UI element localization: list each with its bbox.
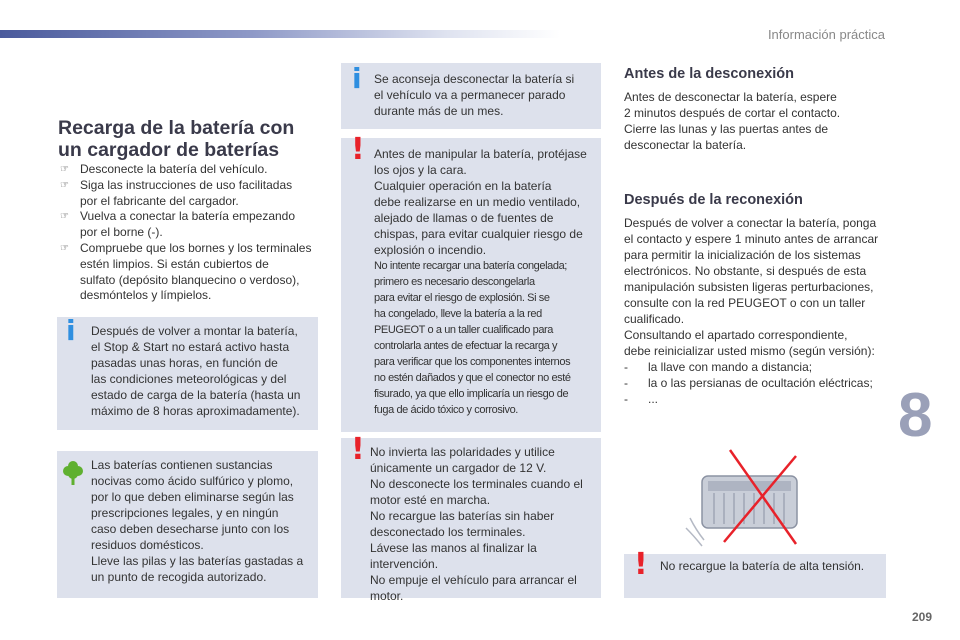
text-line: desconectado los terminales. bbox=[370, 525, 526, 539]
heading-before-disconnection: Antes de la desconexión bbox=[624, 66, 795, 82]
eco-box-text bbox=[91, 457, 316, 585]
text-line: No desconecte los terminales cuando el bbox=[370, 477, 583, 491]
warning-box-text bbox=[370, 444, 600, 604]
text-line: Lleve las pilas y las baterías gastadas a bbox=[91, 554, 304, 568]
dash-marker: - bbox=[624, 376, 628, 390]
text-line: el contacto y espere 1 minuto antes de arrancar bbox=[624, 232, 879, 246]
text-line: explosión o incendio. bbox=[374, 243, 487, 257]
text-line: Después de volver a montar la batería, bbox=[91, 324, 298, 338]
header-gradient-bar bbox=[0, 30, 560, 38]
text-line: cualificado. bbox=[624, 312, 685, 326]
text-line: pasadas unas horas, en función de bbox=[91, 356, 278, 370]
warning-box-frozen-text bbox=[374, 258, 600, 418]
text-line: manipulación subsisten ligeras perturbaciones, bbox=[624, 280, 874, 294]
text-line: No invierta las polaridades y utilice bbox=[370, 445, 555, 459]
list-item bbox=[624, 375, 892, 391]
text-line: máximo de 8 horas aproximadamente). bbox=[91, 404, 300, 418]
title-line-2: un cargador de baterías bbox=[58, 139, 280, 161]
text-line: Antes de manipular la batería, protéjase bbox=[374, 147, 587, 161]
instruction-text: sulfato (depósito blanquecino o verdoso), bbox=[80, 272, 300, 287]
warning-icon: ! bbox=[351, 432, 365, 467]
text-line: Después de volver a conectar la batería, ponga bbox=[624, 216, 877, 230]
text-line: electrónicos. No obstante, si después de esta bbox=[624, 264, 867, 278]
pointing-hand-icon: ☞ bbox=[60, 211, 69, 223]
paragraph-before-disconnection bbox=[624, 89, 892, 153]
high-voltage-battery-illustration bbox=[684, 448, 804, 548]
page-number: 209 bbox=[912, 610, 933, 624]
info-box-long-stop bbox=[341, 63, 601, 129]
text-line: el Stop & Start no estará activo hasta bbox=[91, 340, 290, 354]
title-line-1: Recarga de la batería con bbox=[58, 117, 295, 139]
dash-marker: - bbox=[624, 392, 628, 406]
tree-icon bbox=[63, 460, 83, 486]
text-line: Consultando el apartado correspondiente, bbox=[624, 328, 848, 342]
text-line: no estén dañados y que el conector no esté bbox=[374, 372, 571, 384]
warning-box-high-voltage bbox=[624, 547, 886, 598]
pointing-hand-icon: ☞ bbox=[60, 242, 69, 254]
text-line: 2 minutos después de cortar el contacto. bbox=[624, 106, 841, 120]
text-line: No intente recargar una batería congelada; bbox=[374, 260, 567, 272]
instruction-item bbox=[60, 241, 322, 304]
list-item bbox=[624, 359, 892, 375]
warning-icon: ! bbox=[351, 132, 365, 167]
page-title bbox=[58, 117, 328, 161]
instruction-text: Siga las instrucciones de uso facilitadas bbox=[80, 177, 293, 192]
text-line: las condiciones meteorológicas y del bbox=[91, 372, 287, 386]
text-line: primero es necesario descongelarla bbox=[374, 276, 535, 288]
text-line: No empuje el vehículo para arrancar el bbox=[370, 573, 577, 587]
text-line: intervención. bbox=[370, 557, 439, 571]
instruction-text: Compruebe que los bornes y los terminales bbox=[80, 240, 312, 255]
warning-box-text: No recargue la batería de alta tensión. bbox=[660, 559, 865, 573]
pointing-hand-icon: ☞ bbox=[60, 179, 69, 191]
warning-icon: ! bbox=[634, 547, 648, 582]
warning-box-polarity bbox=[341, 432, 601, 603]
chapter-number: 8 bbox=[898, 381, 932, 450]
text-line: desconectar la batería. bbox=[624, 138, 747, 152]
list-item-text: la o las persianas de ocultación eléctricas; bbox=[648, 376, 873, 390]
text-line: Antes de desconectar la batería, espere bbox=[624, 90, 837, 104]
text-line: un punto de recogida autorizado. bbox=[91, 570, 267, 584]
text-line: Las baterías contienen sustancias bbox=[91, 458, 273, 472]
text-line: fuga de ácido tóxico y corrosivo. bbox=[374, 404, 518, 416]
pointing-hand-icon: ☞ bbox=[60, 164, 69, 175]
text-line: caso deben desecharse junto con los bbox=[91, 522, 290, 536]
text-line: controlarla antes de efectuar la recarga y bbox=[374, 340, 558, 352]
text-line: para verificar que los componentes internos bbox=[374, 356, 571, 368]
list-item bbox=[624, 391, 892, 407]
text-line: durante más de un mes. bbox=[374, 104, 504, 118]
text-line: No recargue las baterías sin haber bbox=[370, 509, 555, 523]
text-line: el vehículo va a permanecer parado bbox=[374, 88, 566, 102]
text-line: motor. bbox=[370, 589, 404, 603]
list-item-text: ... bbox=[648, 392, 659, 406]
warning-box-text bbox=[374, 146, 600, 258]
text-line: para evitar el riesgo de explosión. Si se bbox=[374, 292, 550, 304]
info-icon: i bbox=[352, 62, 362, 95]
text-line: PEUGEOT o a un taller cualificado para bbox=[374, 324, 554, 336]
reinitialize-list bbox=[624, 359, 892, 407]
text-line: alejado de llamas o de fuentes de bbox=[374, 211, 554, 225]
text-line: nocivas como ácido sulfúrico y plomo, bbox=[91, 474, 294, 488]
warning-box-handling bbox=[341, 132, 601, 432]
list-item-text: la llave con mando a distancia; bbox=[648, 360, 813, 374]
text-line: únicamente un cargador de 12 V. bbox=[370, 461, 547, 475]
instruction-text: desmóntelos y límpielos. bbox=[80, 288, 212, 303]
info-box-text bbox=[374, 71, 599, 119]
text-line: consulte con la red PEUGEOT o con un taller bbox=[624, 296, 866, 310]
instruction-text: estén limpios. Si están cubiertos de bbox=[80, 256, 269, 271]
info-icon: i bbox=[66, 314, 76, 347]
text-line: para permitir la inicialización de los sistemas bbox=[624, 248, 861, 262]
instruction-item bbox=[60, 209, 322, 241]
text-line: Cierre las lunas y las puertas antes de bbox=[624, 122, 829, 136]
instruction-text: por el fabricante del cargador. bbox=[80, 193, 239, 208]
text-line: debe realizarse en un medio ventilado, bbox=[374, 195, 581, 209]
text-line: motor esté en marcha. bbox=[370, 493, 491, 507]
info-box-text bbox=[91, 323, 316, 419]
heading-after-reconnection: Después de la reconexión bbox=[624, 192, 803, 208]
text-line: chispas, para evitar cualquier riesgo de bbox=[374, 227, 583, 241]
dash-marker: - bbox=[624, 360, 628, 374]
text-line: Cualquier operación en la batería bbox=[374, 179, 552, 193]
text-line: los ojos y la cara. bbox=[374, 163, 467, 177]
instruction-list bbox=[60, 162, 322, 304]
text-line: fisurado, ya que ello implicaría un riesgo de bbox=[374, 388, 569, 400]
instruction-text: por el borne (-). bbox=[80, 225, 163, 240]
eco-box-battery-disposal bbox=[57, 451, 318, 598]
info-box-stop-start bbox=[57, 314, 318, 430]
text-line: residuos domésticos. bbox=[91, 538, 204, 552]
text-line: Lávese las manos al finalizar la bbox=[370, 541, 537, 555]
instruction-text: Vuelva a conectar la batería empezando bbox=[80, 209, 296, 224]
text-line: estado de carga de la batería (hasta un bbox=[91, 388, 301, 402]
text-line: por lo que deben eliminarse según las bbox=[91, 490, 294, 504]
instruction-item bbox=[60, 178, 322, 210]
text-line: ha congelado, lleve la batería a la red bbox=[374, 308, 542, 320]
paragraph-after-reconnection bbox=[624, 215, 892, 359]
text-line: debe reinicializar usted mismo (según versión): bbox=[624, 344, 875, 358]
text-line: prescripciones legales, y en ningún bbox=[91, 506, 279, 520]
text-line: Se aconseja desconectar la batería si bbox=[374, 72, 575, 86]
instruction-text: Desconecte la batería del vehículo. bbox=[80, 162, 268, 176]
instruction-item bbox=[60, 162, 322, 178]
section-header: Información práctica bbox=[767, 27, 885, 42]
